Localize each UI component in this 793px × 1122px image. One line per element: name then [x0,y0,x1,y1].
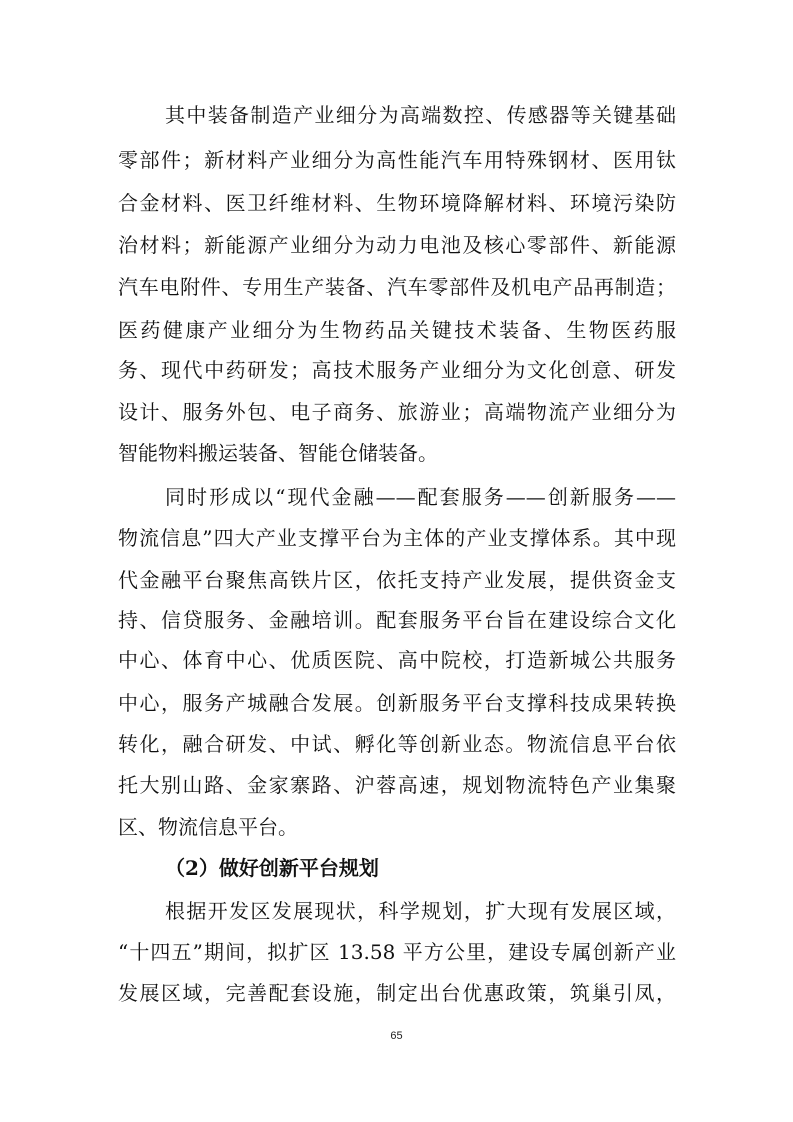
paragraph-line: 务、现代中药研发；高技术服务产业细分为文化创意、研发 [118,358,676,382]
paragraph-line: 代金融平台聚焦高铁片区，依托支持产业发展，提供资金支 [118,568,676,592]
paragraph-line: 同时形成以“现代金融——配套服务——创新服务—— [165,485,676,509]
paragraph-line: 合金材料、医卫纤维材料、生物环境降解材料、环境污染防 [118,191,676,215]
paragraph-line: 其中装备制造产业细分为高端数控、传感器等关键基础 [165,103,676,127]
paragraph-line: 中心，服务产城融合发展。创新服务平台支撑科技成果转换 [118,691,676,715]
paragraph-line: 转化，融合研发、中试、孵化等创新业态。物流信息平台依 [118,732,676,756]
page-number: 65 [390,1030,403,1042]
paragraph-line: 根据开发区发展现状，科学规划，扩大现有发展区域， [165,899,676,923]
paragraph-line: 发展区域，完善配套设施，制定出台优惠政策，筑巢引凤， [118,981,676,1005]
paragraph-line: 持、信贷服务、金融培训。配套服务平台旨在建设综合文化 [118,608,676,632]
paragraph-line: 零部件；新材料产业细分为高性能汽车用特殊钢材、医用钛 [118,148,676,172]
paragraph-line: 区、物流信息平台。 [118,815,298,839]
paragraph-line: 设计、服务外包、电子商务、旅游业；高端物流产业细分为 [118,400,676,424]
paragraph-line: 汽车电附件、专用生产装备、汽车零部件及机电产品再制造； [118,275,676,299]
paragraph-line: 托大别山路、金家寨路、沪蓉高速，规划物流特色产业集聚 [118,773,676,797]
paragraph-line: 医药健康产业细分为生物药品关键技术装备、生物医药服 [118,318,676,342]
paragraph-line: 智能物料搬运装备、智能仓储装备。 [118,441,438,465]
paragraph-line: 中心、体育中心、优质医院、高中院校，打造新城公共服务 [118,648,676,672]
paragraph-line: “十四五”期间，拟扩区 13.58 平方公里，建设专属创新产业 [118,940,676,964]
paragraph-line: 物流信息”四大产业支撑平台为主体的产业支撑体系。其中现 [118,526,676,550]
section-heading: （2）做好创新平台规划 [165,856,379,880]
paragraph-line: 治材料；新能源产业细分为动力电池及核心零部件、新能源 [118,233,676,257]
